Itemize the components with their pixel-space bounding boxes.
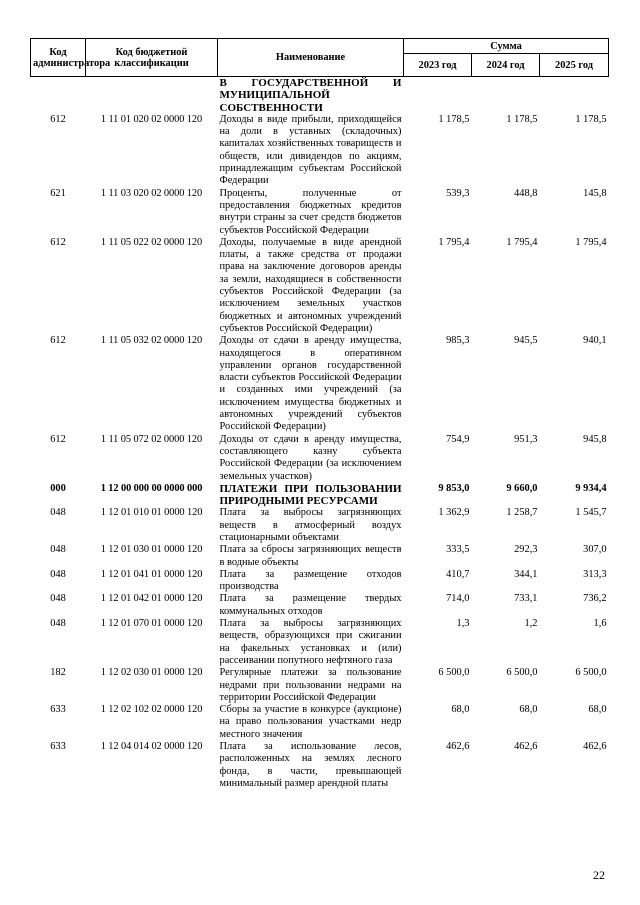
value-2025-cell: 945,8: [583, 433, 607, 445]
admin-code-cell: 048: [50, 507, 66, 519]
value-2025-cell: 68,0: [588, 704, 607, 716]
page-number: 22: [593, 868, 605, 882]
admin-code-cell: 633: [50, 741, 66, 753]
value-2025-cell: 1,6: [593, 618, 607, 630]
value-2025-cell: [540, 77, 609, 114]
name-cell: Плата за выбросы загрязняющих веществ в атмосферный воздух стационарными объектами: [219, 507, 402, 543]
budget-code-cell: 1 12 01 042 01 0000 120: [100, 593, 203, 605]
admin-code-cell: 048: [50, 593, 66, 605]
name-cell: Сборы за участие в конкурсе (аукционе) на право пользования участками недр местного значения: [219, 704, 402, 740]
value-2023-cell: 539,3: [446, 187, 470, 199]
table-body: [31, 77, 609, 791]
table-row: [31, 237, 609, 335]
name-cell: Регулярные платежи за пользование недрами при пользовании недрами на территории Российской Федерации: [219, 667, 402, 703]
value-2025-cell: 1 795,4: [575, 236, 607, 248]
admin-code-cell: 612: [50, 433, 66, 445]
value-2024-cell: 951,3: [514, 433, 538, 445]
value-2023-cell: 68,0: [451, 704, 470, 716]
table-row: [31, 704, 609, 741]
value-2023-cell: 1 178,5: [438, 113, 470, 125]
admin-code-cell: [31, 77, 86, 114]
value-2024-cell: 945,5: [514, 335, 538, 347]
value-2024-cell: 1,2: [524, 618, 538, 630]
value-2023-cell: 714,0: [446, 593, 470, 605]
admin-code-cell: 621: [50, 187, 66, 199]
admin-code-cell: 048: [50, 618, 66, 630]
value-2024-cell: 9 660,0: [506, 482, 538, 494]
value-2023-cell: 1 362,9: [438, 507, 470, 519]
name-cell: ПЛАТЕЖИ ПРИ ПОЛЬЗОВАНИИ ПРИРОДНЫМИ РЕСУРСАМИ: [219, 482, 402, 508]
header-name: Наименование: [218, 39, 404, 77]
admin-code-cell: 633: [50, 704, 66, 716]
budget-code-cell: 1 11 05 072 02 0000 120: [100, 433, 203, 445]
budget-code-cell: 1 11 03 020 02 0000 120: [100, 187, 203, 199]
value-2023-cell: 462,6: [446, 741, 470, 753]
name-cell: Плата за использование лесов, расположенных на землях лесного фонда, в части, превышающей минимальный размер арендной платы: [219, 741, 402, 789]
value-2025-cell: 462,6: [583, 741, 607, 753]
header-year-2023: 2023 год: [404, 54, 472, 77]
table-row: [31, 77, 609, 114]
budget-code-cell: 1 12 01 041 01 0000 120: [100, 568, 203, 580]
value-2024-cell: 448,8: [514, 187, 538, 199]
table-row: [31, 741, 609, 790]
value-2025-cell: 9 934,4: [575, 482, 607, 494]
name-cell: Доходы в виде прибыли, приходящейся на доли в уставных (складочных) капиталах хозяйственных товариществ и обществ, или дивидендов по акциям, принадлежащим субъектам Российской Федерации: [219, 113, 402, 187]
budget-code-cell: 1 12 02 102 02 0000 120: [100, 704, 203, 716]
value-2025-cell: 940,1: [583, 335, 607, 347]
value-2024-cell: 462,6: [514, 741, 538, 753]
table-row: [31, 569, 609, 594]
name-cell: Плата за сбросы загрязняющих веществ в водные объекты: [219, 544, 402, 568]
value-2024-cell: 1 258,7: [506, 507, 538, 519]
admin-code-cell: 612: [50, 113, 66, 125]
name-cell: Доходы от сдачи в аренду имущества, составляющего казну субъекта Российской Федерации (за исключением земельных участков): [219, 433, 402, 482]
name-cell: Проценты, полученные от предоставления бюджетных кредитов внутри страны за счет средств бюджетов субъектов Российской Федерации: [219, 187, 402, 236]
budget-code-cell: 1 12 02 030 01 0000 120: [100, 667, 203, 679]
value-2023-cell: [404, 77, 472, 114]
budget-code-cell: 1 12 01 070 01 0000 120: [100, 618, 203, 630]
header-budget-code: Код бюджетной классификации: [86, 39, 218, 77]
value-2024-cell: 344,1: [514, 568, 538, 580]
budget-code-cell: [86, 77, 218, 114]
admin-code-cell: 612: [50, 236, 66, 248]
value-2023-cell: 1,3: [456, 618, 470, 630]
table-row: [31, 593, 609, 618]
value-2025-cell: 736,2: [583, 593, 607, 605]
value-2025-cell: 6 500,0: [575, 667, 607, 679]
table-header: [31, 39, 609, 77]
value-2023-cell: 410,7: [446, 568, 470, 580]
value-2025-cell: 307,0: [583, 544, 607, 556]
table-row: [31, 667, 609, 704]
header-year-2025: 2025 год: [540, 54, 609, 77]
budget-code-cell: 1 11 05 022 02 0000 120: [100, 236, 203, 248]
name-cell: Плата за размещение твердых коммунальных отходов: [219, 593, 402, 617]
value-2024-cell: 6 500,0: [506, 667, 538, 679]
name-cell: Доходы от сдачи в аренду имущества, находящегося в оперативном управлении органов государственной власти субъектов Российской Федерации и созданных ими учреждений (за исключением имущества бюджетных и автономных учреждений субъектов Российской Федерации): [219, 335, 402, 433]
table-row: [31, 507, 609, 544]
budget-code-cell: 1 12 01 030 01 0000 120: [100, 544, 203, 556]
table-row: [31, 434, 609, 483]
table-row: [31, 618, 609, 667]
value-2024-cell: 68,0: [519, 704, 538, 716]
value-2023-cell: 985,3: [446, 335, 470, 347]
value-2024-cell: 1 178,5: [506, 113, 538, 125]
revenue-table: [30, 38, 609, 790]
value-2023-cell: 6 500,0: [438, 667, 470, 679]
budget-code-cell: 1 12 00 000 00 0000 000: [100, 482, 203, 494]
value-2023-cell: 1 795,4: [438, 236, 470, 248]
name-cell: Плата за размещение отходов производства: [219, 568, 402, 593]
budget-code-cell: 1 12 01 010 01 0000 120: [100, 507, 203, 519]
table-row: [31, 544, 609, 569]
header-sum: Сумма: [404, 39, 609, 54]
budget-code-cell: 1 11 05 032 02 0000 120: [100, 335, 203, 347]
table-row: [31, 188, 609, 237]
name-cell: Доходы, получаемые в виде арендной платы, а также средства от продажи права на заключение договоров аренды за земли, находящиеся в собственности субъектов Российской Федерации (за исключением земельных участков бюджетных и автономных учреждений субъектов Российской Федерации): [219, 236, 402, 334]
admin-code-cell: 612: [50, 335, 66, 347]
name-cell: Плата за выбросы загрязняющих веществ, образующихся при сжигании на факельных установках и (или) рассеивании попутного нефтяного газа: [219, 618, 402, 666]
table-row: [31, 335, 609, 433]
admin-code-cell: 182: [50, 667, 66, 679]
value-2023-cell: 754,9: [446, 433, 470, 445]
header-year-2024: 2024 год: [472, 54, 540, 77]
value-2025-cell: 145,8: [583, 187, 607, 199]
value-2025-cell: 1 545,7: [575, 507, 607, 519]
name-cell: В ГОСУДАРСТВЕННОЙ И МУНИЦИПАЛЬНОЙ СОБСТВЕННОСТИ: [219, 77, 402, 114]
value-2024-cell: [472, 77, 540, 114]
value-2025-cell: 1 178,5: [575, 113, 607, 125]
table-row: [31, 114, 609, 188]
budget-code-cell: 1 12 04 014 02 0000 120: [100, 741, 203, 753]
admin-code-cell: 048: [50, 568, 66, 580]
value-2025-cell: 313,3: [583, 568, 607, 580]
budget-code-cell: 1 11 01 020 02 0000 120: [100, 113, 203, 125]
table-row: [31, 483, 609, 508]
header-admin-code: Код администратора: [31, 39, 86, 77]
value-2024-cell: 1 795,4: [506, 236, 538, 248]
value-2023-cell: 9 853,0: [438, 482, 470, 494]
admin-code-cell: 048: [50, 544, 66, 556]
admin-code-cell: 000: [50, 482, 66, 494]
value-2023-cell: 333,5: [446, 544, 470, 556]
value-2024-cell: 292,3: [514, 544, 538, 556]
value-2024-cell: 733,1: [514, 593, 538, 605]
